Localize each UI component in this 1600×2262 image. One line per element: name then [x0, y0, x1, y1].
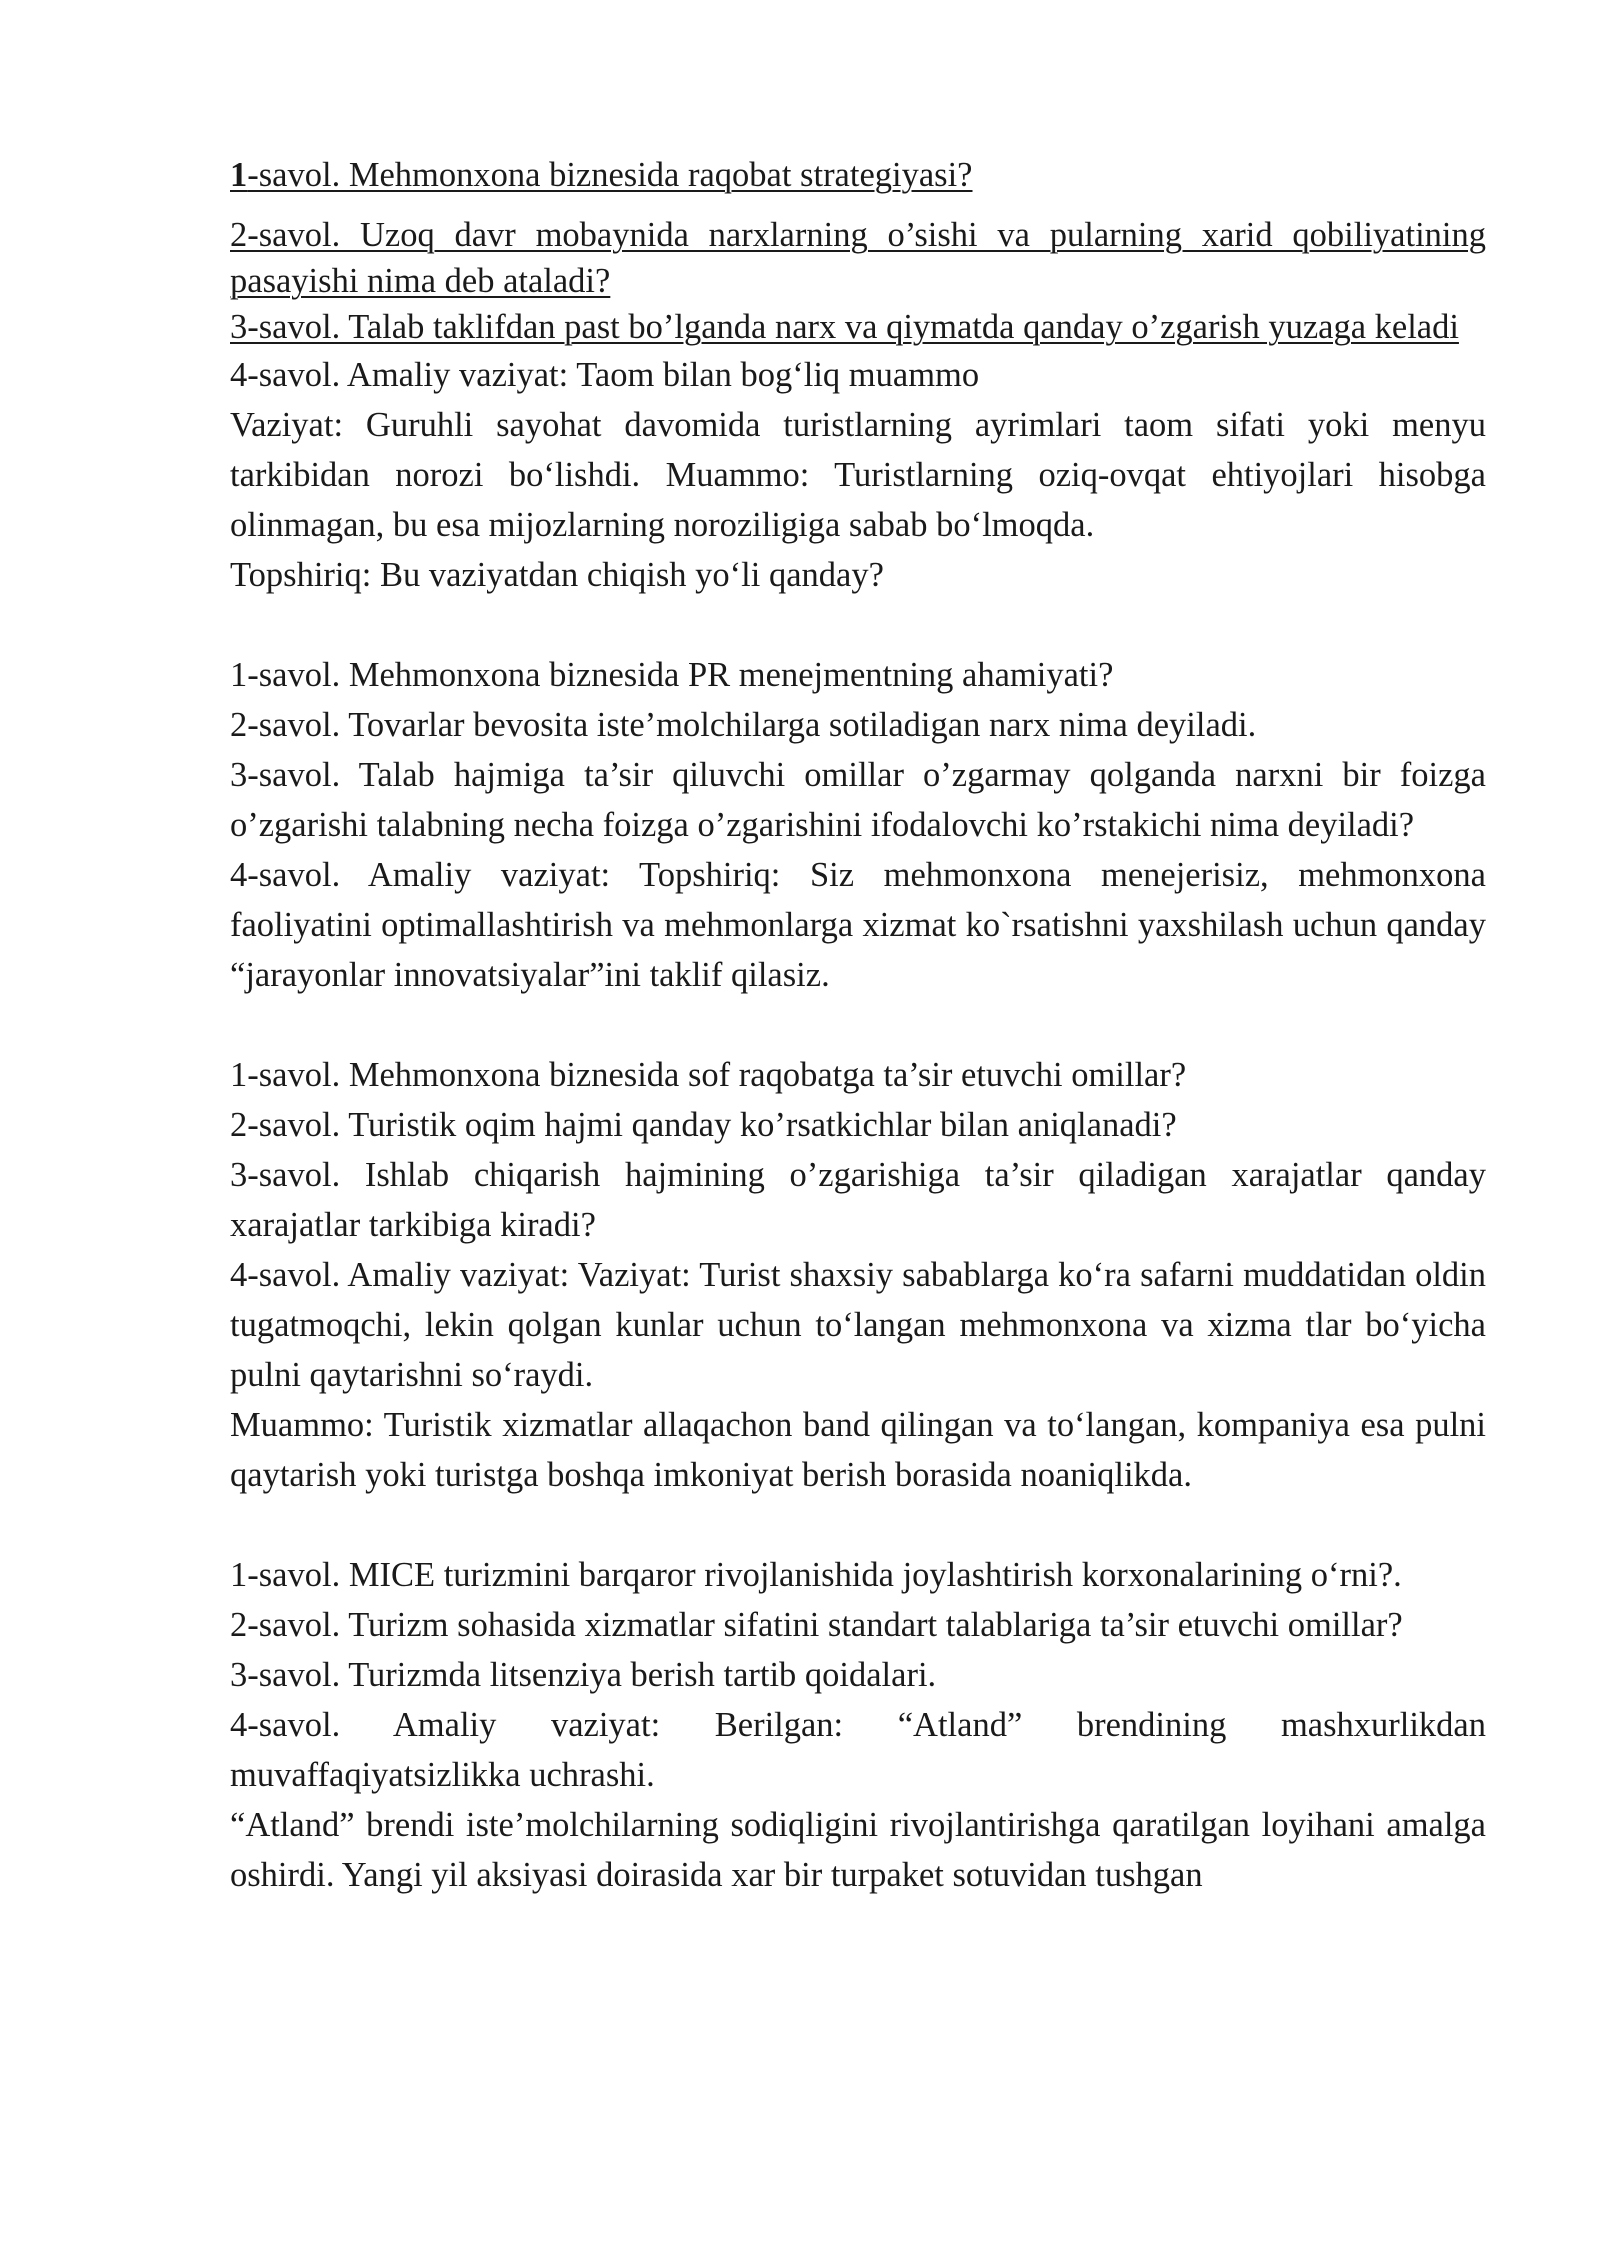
- question-text: -savol. Mehmonxona biznesida raqobat strategiyasi?: [247, 156, 973, 194]
- question-block-3: [230, 1050, 1486, 1500]
- question-1-4-task: Topshiriq: Bu vaziyatdan chiqish yo‘li qanday?: [230, 556, 884, 594]
- question-2-4: 4-savol. Amaliy vaziyat: Topshiriq: Siz mehmonxona menejerisiz, mehmonxona faoliyatini optimallashtirish va mehmonlarga xizmat ko`rsatishni yaxshilash uchun qanday “jarayonlar innovatsiyalar”ini taklif qilasiz.: [230, 856, 1486, 994]
- question-3-2: 2-savol. Turistik oqim hajmi qanday ko’rsatkichlar bilan aniqlanadi?: [230, 1106, 1177, 1144]
- block-spacer: [230, 1000, 1486, 1050]
- question-1-3: 3-savol. Talab taklifdan past bo’lganda narx va qiymatda qanday o’zgarish yuzaga keladi: [230, 308, 1459, 346]
- question-3-1: 1-savol. Mehmonxona biznesida sof raqobatga ta’sir etuvchi omillar?: [230, 1056, 1187, 1094]
- question-number-bold: 1: [230, 156, 248, 194]
- question-block-1: [230, 150, 1486, 600]
- question-block-4: [230, 1550, 1486, 1900]
- question-block-2: [230, 650, 1486, 1000]
- question-4-2: 2-savol. Turizm sohasida xizmatlar sifatini standart talablariga ta’sir etuvchi omillar?: [230, 1606, 1403, 1644]
- question-1-1: [230, 150, 1486, 200]
- question-2-3: 3-savol. Talab hajmiga ta’sir qiluvchi omillar o’zgarmay qolganda narxni bir foizga o’zgarishi talabning necha foizga o’zgarishini ifodalovchi ko’rstakichi nima deyiladi?: [230, 756, 1486, 844]
- block-spacer: [230, 1500, 1486, 1550]
- question-1-4: 4-savol. Amaliy vaziyat: Taom bilan bog‘liq muammo: [230, 356, 980, 394]
- document-page: [230, 150, 1486, 1900]
- question-4-4-body: “Atland” brendi iste’molchilarning sodiqligini rivojlantirishga qaratilgan loyihani amalga oshirdi. Yangi yil aksiyasi doirasida xar bir turpaket sotuvidan tushgan: [230, 1806, 1486, 1894]
- block-spacer: [230, 600, 1486, 650]
- question-3-4: 4-savol. Amaliy vaziyat: Vaziyat: Turist shaxsiy sabablarga ko‘ra safarni muddatidan oldin tugatmoqchi, lekin qolgan kunlar uchun to‘langan mehmonxona va xizma tlar bo‘yicha pulni qaytarishni so‘raydi.: [230, 1256, 1486, 1394]
- question-1-2: 2-savol. Uzoq davr mobaynida narxlarning o’sishi va pularning xarid qobiliyatining pasayishi nima deb ataladi?: [230, 216, 1486, 300]
- question-4-3: 3-savol. Turizmda litsenziya berish tartib qoidalari.: [230, 1656, 937, 1694]
- question-4-4: 4-savol. Amaliy vaziyat: Berilgan: “Atland” brendining mashxurlikdan muvaffaqiyatsizlikka uchrashi.: [230, 1706, 1486, 1794]
- question-3-4-problem: Muammo: Turistik xizmatlar allaqachon band qilingan va to‘langan, kompaniya esa pulni qaytarish yoki turistga boshqa imkoniyat berish borasida noaniqlikda.: [230, 1406, 1486, 1494]
- question-2-2: 2-savol. Tovarlar bevosita iste’molchilarga sotiladigan narx nima deyiladi.: [230, 706, 1257, 744]
- question-3-3: 3-savol. Ishlab chiqarish hajmining o’zgarishiga ta’sir qiladigan xarajatlar qanday xarajatlar tarkibiga kiradi?: [230, 1156, 1486, 1244]
- question-2-1: 1-savol. Mehmonxona biznesida PR menejmentning ahamiyati?: [230, 656, 1114, 694]
- question-1-4-situation: Vaziyat: Guruhli sayohat davomida turistlarning ayrimlari taom sifati yoki menyu tarkibidan norozi bo‘lishdi. Muammo: Turistlarning oziq-ovqat ehtiyojlari hisobga olinmagan, bu esa mijozlarning noroziligiga sabab bo‘lmoqda.: [230, 406, 1486, 544]
- question-4-1: 1-savol. MICE turizmini barqaror rivojlanishida joylashtirish korxonalarining o‘rni?.: [230, 1556, 1402, 1594]
